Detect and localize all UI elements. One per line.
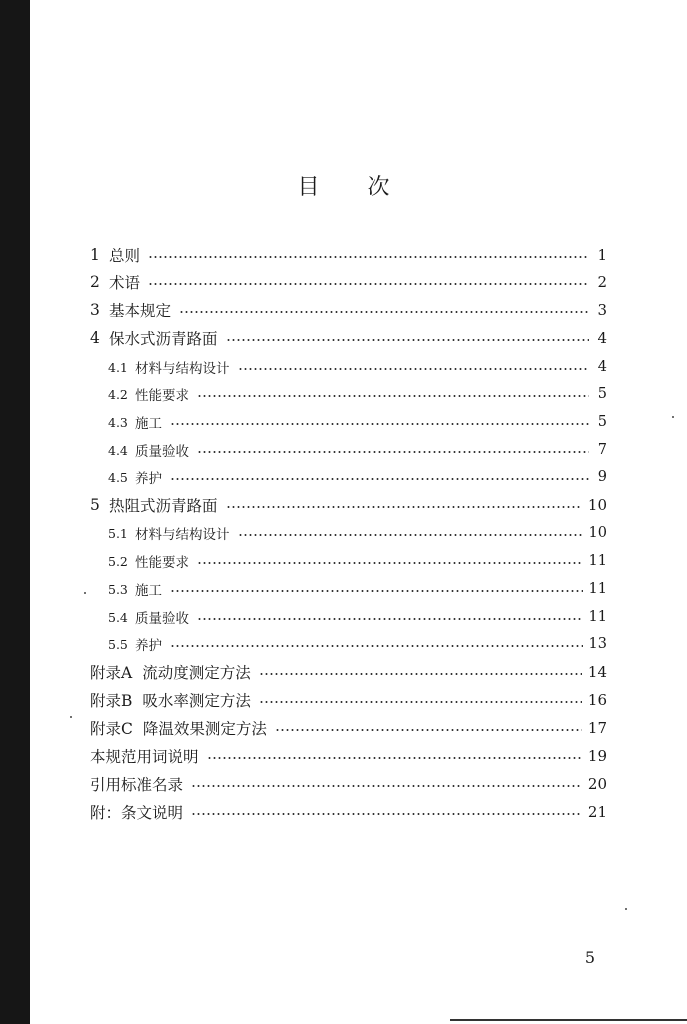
toc-page: 16 [587, 691, 607, 709]
toc-label: 性能要求 [135, 388, 189, 404]
toc-number: 5.2 [108, 553, 128, 569]
toc-label: 本规范用词说明 [90, 748, 199, 766]
toc-entry[interactable] [90, 798, 607, 826]
toc-number: 4.3 [108, 414, 128, 430]
toc-leader [170, 478, 589, 480]
toc-label: 材料与结构设计 [135, 361, 230, 377]
toc-page: 1 [597, 246, 607, 264]
toc-page: 3 [597, 301, 607, 319]
toc-leader [275, 729, 582, 731]
toc-label: 性能要求 [135, 555, 189, 571]
toc-number: 3 [90, 301, 100, 319]
toc-page: 19 [587, 747, 607, 765]
toc-number: 附录C [90, 720, 133, 738]
toc-leader [170, 645, 583, 647]
toc-label: 材料与结构设计 [135, 527, 230, 543]
toc-number: 4.1 [108, 359, 128, 375]
toc-page: 5 [597, 414, 607, 430]
toc-entry[interactable] [108, 408, 607, 436]
toc-page: 10 [587, 496, 607, 514]
toc-page: 5 [597, 386, 607, 402]
toc-number: 5.1 [108, 525, 128, 541]
toc-label: 基本规定 [109, 302, 172, 320]
toc-number: 4 [90, 329, 100, 347]
toc-number: 1 [90, 246, 100, 264]
toc-number: 5 [90, 496, 100, 514]
toc-number: 5.4 [108, 609, 128, 625]
toc-page: 7 [597, 442, 607, 458]
toc-number: 5.3 [108, 581, 128, 597]
toc-entry[interactable] [90, 742, 607, 770]
toc-label: 养护 [135, 471, 162, 487]
toc-page: 14 [587, 663, 607, 681]
toc-leader [170, 423, 589, 425]
toc-entry[interactable] [108, 380, 607, 408]
toc-entry[interactable] [108, 353, 607, 381]
toc-label: 保水式沥青路面 [109, 330, 218, 348]
toc-label: 附：条文说明 [90, 804, 184, 822]
toc-leader [259, 673, 582, 675]
toc-label: 施工 [135, 583, 162, 599]
toc-leader [226, 506, 582, 508]
toc-page: 20 [587, 775, 607, 793]
toc-number: 5.5 [108, 636, 128, 652]
toc-entry[interactable] [108, 575, 607, 603]
toc-leader [207, 757, 582, 759]
toc-page: 13 [588, 636, 607, 652]
toc-page: 2 [597, 273, 607, 291]
toc-entry[interactable] [90, 268, 607, 296]
toc-entry[interactable] [90, 324, 607, 352]
toc-entry[interactable] [108, 630, 607, 658]
toc-leader [170, 590, 583, 592]
toc-leader [191, 785, 582, 787]
toc-leader [148, 256, 589, 258]
toc-entry[interactable] [90, 686, 607, 714]
toc-label: 质量验收 [135, 444, 189, 460]
title-char-2: 次 [367, 175, 390, 200]
toc-number: 4.4 [108, 442, 128, 458]
toc-number: 附录A [90, 664, 133, 682]
page-number: 5 [584, 948, 596, 967]
toc-leader [197, 395, 589, 397]
toc-label: 引用标准名录 [90, 776, 184, 794]
toc-leader [191, 813, 582, 815]
toc-number: 4.5 [108, 469, 128, 485]
toc-page: 11 [588, 581, 607, 597]
toc-page: 11 [588, 609, 607, 625]
toc-leader [197, 451, 589, 453]
toc-entry[interactable] [90, 714, 607, 742]
toc-label: 降温效果测定方法 [142, 720, 267, 738]
toc-page: 10 [588, 525, 607, 541]
toc-page: 11 [588, 553, 607, 569]
toc-label: 吸水率测定方法 [142, 692, 251, 710]
toc-label: 养护 [135, 638, 162, 654]
toc-number: 4.2 [108, 386, 128, 402]
toc-entry[interactable] [108, 603, 607, 631]
toc-leader [148, 283, 589, 285]
toc-leader [226, 339, 589, 341]
toc-label: 施工 [135, 416, 162, 432]
toc-entry[interactable] [108, 436, 607, 464]
toc-number: 2 [90, 273, 100, 291]
toc-page: 4 [597, 359, 607, 375]
toc-label: 总则 [109, 247, 141, 265]
toc-page: 17 [587, 719, 607, 737]
toc-entry[interactable] [108, 519, 607, 547]
toc-leader [179, 311, 589, 313]
title-char-1: 目 [297, 175, 320, 200]
toc-entry[interactable] [90, 296, 607, 324]
toc-label: 术语 [109, 274, 141, 292]
toc-page: 9 [597, 469, 607, 485]
toc-number: 附录B [90, 692, 133, 710]
toc-leader [238, 368, 590, 370]
toc-label: 流动度测定方法 [142, 664, 251, 682]
toc-leader [197, 618, 583, 620]
toc-entry[interactable] [108, 463, 607, 491]
toc-leader [259, 701, 582, 703]
toc-leader [238, 534, 583, 536]
toc-leader [197, 562, 583, 564]
toc-label: 热阻式沥青路面 [109, 497, 218, 515]
toc-entry[interactable] [90, 658, 607, 686]
toc-page: 4 [597, 329, 607, 347]
toc-entry[interactable] [90, 491, 607, 519]
toc-entry[interactable] [90, 770, 607, 798]
toc-entry[interactable] [108, 547, 607, 575]
toc-label: 质量验收 [135, 611, 189, 627]
toc-entry[interactable] [90, 241, 607, 269]
toc-page: 21 [587, 803, 607, 821]
